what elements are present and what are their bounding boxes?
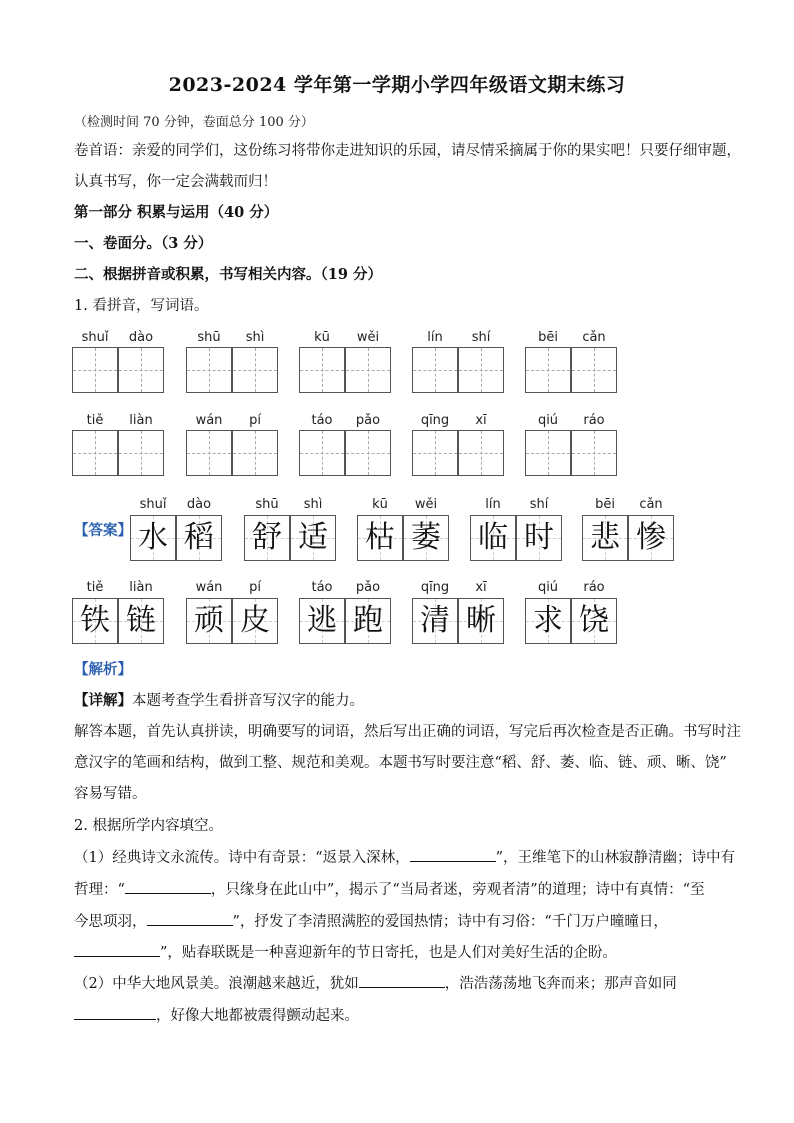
pinyin-label: liàn [129,580,153,595]
grid-guide-vertical [95,431,96,475]
answer-char: 顽 [194,603,224,638]
page-title: 2023-2024 学年第一学期小学四年级语文期末练习 [168,74,626,96]
writing-cell[interactable] [186,430,232,476]
pinyin-label: shì [245,330,265,345]
writing-cell[interactable] [72,347,118,393]
pinyin-label: qīng [420,413,450,428]
pinyin-label: shí [471,330,491,345]
grid-guide-vertical [322,431,323,475]
answer-char: 逃 [307,603,337,638]
sub-question-1: 1. 看拼音，写词语。 [74,298,209,314]
pinyin-label: shū [255,497,279,512]
scenery-fill-line-2 [74,1005,359,1026]
pinyin-label: lín [427,330,443,345]
grid-guide-vertical [141,348,142,392]
sub-question-2: 2. 根据所学内容填空。 [74,818,223,834]
pinyin-label: pí [249,580,261,595]
pinyin-label: pǎo [355,413,381,428]
poem-fill-line-3 [74,911,668,932]
pinyin-label: ráo [583,413,605,428]
pinyin-label: xī [475,580,487,595]
pinyin-label: wán [195,413,223,428]
answer-char: 枯 [365,520,395,555]
fill-blank-3[interactable] [147,911,233,926]
writing-cell[interactable] [72,430,118,476]
writing-cell[interactable] [232,347,278,393]
analysis-label: 【解析】 [74,661,132,678]
writing-cell[interactable] [412,347,458,393]
writing-cell[interactable] [571,430,617,476]
answer-char-cell [571,598,617,644]
answer-char-cell [176,515,222,561]
answer-char-cell [412,598,458,644]
answer-char: 惨 [636,520,666,555]
writing-cell[interactable] [525,347,571,393]
poem-fill-line-1 [74,847,735,868]
grid-guide-vertical [435,431,436,475]
writing-cell[interactable] [458,430,504,476]
grid-guide-vertical [548,431,549,475]
answer-char: 皮 [240,603,270,638]
answer-char: 清 [420,603,450,638]
answer-char: 铁 [80,603,110,638]
fill-blank-4[interactable] [74,942,160,957]
answer-char: 求 [533,603,563,638]
pinyin-label: dào [186,497,212,512]
fill-text: 今思项羽， [74,914,147,930]
exam-meta: （检测时间 70 分钟，卷面总分 100 分） [74,115,314,130]
answer-char: 悲 [590,520,620,555]
grid-guide-vertical [141,431,142,475]
pinyin-label: kū [372,497,388,512]
pinyin-label: kū [314,330,330,345]
pinyin-label: dào [128,330,154,345]
fill-text: ”，贴春联既是一种喜迎新年的节日寄托，也是人们对美好生活的企盼。 [160,945,617,961]
pinyin-label: wán [195,580,223,595]
answer-char: 时 [524,520,554,555]
pinyin-label: pí [249,413,261,428]
pinyin-label: qīng [420,580,450,595]
grid-guide-vertical [435,348,436,392]
pinyin-label: shì [303,497,323,512]
fill-text: ，浩浩荡荡地飞奔而来；那声音如同 [444,976,677,992]
answer-char: 临 [478,520,508,555]
writing-cell[interactable] [232,430,278,476]
intro-line-2: 认真书写，你一定会满载而归！ [74,174,277,190]
pinyin-label: tiě [86,413,104,428]
grid-guide-vertical [548,348,549,392]
fill-text: （1）经典诗文永流传。诗中有奇景：“返景入深林， [74,850,410,866]
detail-line-4: 容易写错。 [74,786,147,802]
answer-char-cell [525,598,571,644]
pinyin-label: bēi [595,497,615,512]
detail-line-2: 解答本题，首先认真拼读，明确要写的词语，然后写出正确的词语，写完后再次检查是否正确。书写时注 [74,724,741,740]
pinyin-label: wěi [356,330,380,345]
pinyin-label: bēi [538,330,558,345]
answer-char: 饶 [579,603,609,638]
writing-cell[interactable] [412,430,458,476]
grid-guide-vertical [594,348,595,392]
grid-guide-vertical [209,431,210,475]
detail-line-3: 意汉字的笔画和结构，做到工整、规范和美观。本题书写时要注意“稻、舒、萎、临、链、顽、晰、饶” [74,755,727,771]
answer-char-cell [244,515,290,561]
answer-char-cell [72,598,118,644]
pinyin-label: lín [485,497,501,512]
poem-fill-line-4 [74,942,617,963]
grid-guide-vertical [481,431,482,475]
answer-char-cell [345,598,391,644]
answer-char-cell [582,515,628,561]
fill-text: ，好像大地都被震得颤动起来。 [156,1008,359,1024]
answer-char-cell [118,598,164,644]
answer-char-cell [186,598,232,644]
scenery-fill-line-1 [74,973,677,994]
writing-cell[interactable] [299,347,345,393]
writing-cell[interactable] [118,430,164,476]
intro-line-1: 卷首语：亲爱的同学们，这份练习将带你走进知识的乐园，请尽情采摘属于你的果实吧！只要仔细审题， [74,143,741,159]
writing-cell[interactable] [186,347,232,393]
fill-blank-2[interactable] [125,879,211,894]
pinyin-label: shuǐ [81,330,109,345]
part-one-heading: 第一部分 积累与运用（40 分） [74,204,279,221]
pinyin-label: shí [529,497,549,512]
writing-cell[interactable] [571,347,617,393]
answer-char-cell [130,515,176,561]
answer-char: 适 [298,520,328,555]
grid-guide-vertical [322,348,323,392]
grid-guide-vertical [255,431,256,475]
answer-char: 链 [126,603,156,638]
pinyin-label: tiě [86,580,104,595]
pinyin-label: cǎn [582,330,606,345]
pinyin-label: táo [311,413,333,428]
fill-blank-5[interactable] [359,973,445,988]
pinyin-label: qiú [537,580,559,595]
pinyin-label: qiú [537,413,559,428]
answer-char-cell [357,515,403,561]
grid-guide-vertical [95,348,96,392]
answer-char-cell [516,515,562,561]
fill-text: 哲理：“ [74,882,125,898]
answer-char: 晰 [466,603,496,638]
detail-text-1: 本题考查学生看拼音写汉字的能力。 [132,693,364,709]
pinyin-label: liàn [129,413,153,428]
grid-guide-vertical [255,348,256,392]
answer-char: 舒 [252,520,282,555]
fill-text: ”，抒发了李清照满腔的爱国热情；诗中有习俗：“千门万户曈曈日， [232,914,668,930]
answer-char: 跑 [353,603,383,638]
answer-char-cell [299,598,345,644]
pinyin-label: pǎo [355,580,381,595]
poem-fill-line-2 [74,879,705,900]
grid-guide-vertical [368,348,369,392]
answer-char-cell [232,598,278,644]
answer-char-cell [470,515,516,561]
writing-cell[interactable] [345,430,391,476]
grid-guide-vertical [594,431,595,475]
pinyin-label: shū [197,330,221,345]
answer-char-cell [290,515,336,561]
pinyin-label: xī [475,413,487,428]
grid-guide-vertical [368,431,369,475]
grid-guide-vertical [209,348,210,392]
answer-char: 萎 [411,520,441,555]
answer-label: 【答案】 [74,522,132,539]
answer-char: 稻 [184,520,214,555]
answer-char-cell [403,515,449,561]
detail-line-1 [74,691,364,711]
pinyin-label: cǎn [639,497,663,512]
writing-cell[interactable] [458,347,504,393]
answer-char-cell [458,598,504,644]
question-one-heading: 一、卷面分。（3 分） [74,235,213,252]
pinyin-label: táo [311,580,333,595]
pinyin-label: ráo [583,580,605,595]
pinyin-label: wěi [414,497,438,512]
pinyin-label: shuǐ [139,497,167,512]
fill-blank-6[interactable] [74,1005,156,1020]
grid-guide-vertical [481,348,482,392]
fill-blank-1[interactable] [410,847,496,862]
question-two-heading: 二、根据拼音或积累，书写相关内容。（19 分） [74,266,382,283]
detail-label: 【详解】 [74,692,132,709]
fill-text: ，只缘身在此山中”，揭示了“当局者迷，旁观者清”的道理；诗中有真情：“至 [210,882,705,898]
writing-cell[interactable] [345,347,391,393]
writing-cell[interactable] [118,347,164,393]
writing-cell[interactable] [299,430,345,476]
writing-cell[interactable] [525,430,571,476]
fill-text: （2）中华大地风景美。浪潮越来越近，犹如 [74,976,359,992]
answer-char-cell [628,515,674,561]
fill-text: ”，王维笔下的山林寂静清幽；诗中有 [495,850,736,866]
answer-char: 水 [138,520,168,555]
